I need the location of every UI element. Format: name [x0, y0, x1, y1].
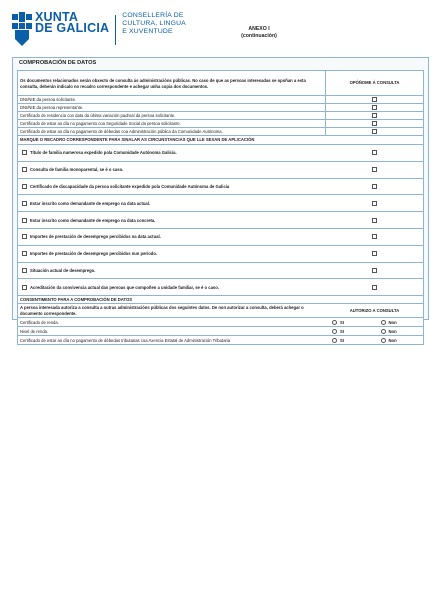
oppose-checkbox[interactable] [372, 167, 377, 172]
oppose-header: OPÓÑOME Á CONSULTA [325, 71, 423, 95]
oppose-cell [325, 104, 423, 111]
circumstance-checkbox[interactable] [22, 184, 27, 189]
annex-label [224, 26, 294, 40]
oppose-checkbox[interactable] [372, 218, 377, 223]
brand-line1: XUNTA [35, 10, 79, 24]
consent-header: CONSENTIMENTO PARA A COMPROBACIÓN DE DATOS [20, 296, 133, 302]
list-item [18, 179, 423, 196]
no-label: Non [388, 319, 397, 325]
yes-label: SI [340, 337, 344, 343]
list-item [18, 195, 423, 212]
oppose-cell [325, 128, 423, 135]
circumstance-checkbox[interactable] [22, 167, 27, 172]
oppose-cell [325, 120, 423, 127]
xunta-logo [12, 12, 186, 48]
table-row [18, 327, 423, 336]
dept-line1: CONSELLERÍA DE [122, 12, 184, 19]
circumstance-label: Consulta de familia monoparental, se é o caso. [30, 167, 124, 173]
consent-intro-row [18, 304, 423, 318]
table-row [18, 96, 423, 104]
header-divider [115, 15, 116, 45]
no-radio[interactable] [381, 329, 386, 334]
consent-intro: A persoa interesada autoriza a consulta a outras administracións públicas dos seguintes datos. De non autorizar a consulta, deberá achegar o documento correspondente. [20, 305, 304, 316]
oppose-checkbox[interactable] [372, 121, 377, 126]
circumstance-checkbox[interactable] [22, 234, 27, 239]
yes-radio[interactable] [332, 320, 337, 325]
oppose-cell [325, 96, 423, 103]
oppose-checkbox[interactable] [372, 113, 377, 118]
consent-item-label: Certificado de estar ao día no pagamento de débedas tributarias coa Axencia Estatal de Administración Tributaria [20, 337, 231, 343]
oppose-checkbox[interactable] [372, 251, 377, 256]
no-radio[interactable] [381, 338, 386, 343]
circumstance-label: Situación actual de desemprego. [30, 267, 96, 273]
section-title: COMPROBACIÓN DE DATOS [19, 60, 97, 66]
circumstance-label: Estar inscrito como demandante de emprego na data actual. [30, 200, 151, 206]
table-row [18, 120, 423, 128]
oppose-checkbox[interactable] [372, 268, 377, 273]
oppose-header-row [18, 71, 423, 96]
consent-header-row [18, 296, 423, 304]
table-row [18, 104, 423, 112]
oppose-item-label: DNI/NIE da persoa representante. [20, 104, 84, 110]
oppose-checkbox[interactable] [372, 285, 377, 290]
data-check-section [12, 57, 429, 343]
circumstance-checkbox[interactable] [22, 285, 27, 290]
galicia-crest-icon [12, 12, 32, 46]
oppose-cell [325, 112, 423, 119]
yes-radio[interactable] [332, 338, 337, 343]
circumstance-label: Importes de prestación de desemprego percibidos na data actual. [30, 234, 161, 240]
consent-item-label: Certificado de renda. [20, 319, 59, 325]
department-name [122, 12, 186, 36]
circumstance-label: Certificado de discapacidade da persoa solicitante expedido pola Comunidade Autónoma de Galicia [30, 183, 230, 189]
oppose-item-label: Certificado de estar ao día no pagamento coa Seguridade Social da persoa solicitante. [20, 120, 181, 126]
oppose-checkbox[interactable] [372, 97, 377, 102]
circumstance-checkbox[interactable] [22, 201, 27, 206]
data-check-table [17, 70, 424, 345]
circumstance-checkbox[interactable] [22, 268, 27, 273]
yes-label: SI [340, 328, 344, 334]
oppose-checkbox[interactable] [372, 201, 377, 206]
oppose-checkbox[interactable] [372, 129, 377, 134]
oppose-item-label: DNI/NIE da persoa solicitante. [20, 96, 77, 102]
table-row [18, 336, 423, 344]
authorize-header: AUTORIZO A CONSULTA [349, 307, 400, 313]
circumstance-checkbox[interactable] [22, 251, 27, 256]
table-row [18, 318, 423, 327]
list-item [18, 212, 423, 229]
no-label: Non [388, 328, 397, 334]
no-label: Non [388, 337, 397, 343]
consent-item-label: Nivel de renda. [20, 328, 49, 334]
oppose-checkbox[interactable] [372, 150, 377, 155]
table-row [18, 128, 423, 136]
circumstance-label: Título de familia numerosa expedido pola Comunidade Autónoma Galicia. [30, 150, 177, 156]
brand-line2: DE GALICIA [35, 21, 110, 35]
dept-line3: E XUVENTUDE [122, 28, 173, 35]
oppose-item-label: Certificado de residencia con data da última variación padroal da persoa solicitante. [20, 112, 176, 118]
oppose-checkbox[interactable] [372, 184, 377, 189]
annex-subtitle: (continuación) [241, 33, 277, 39]
oppose-item-label: Certificado de estar ao día no pagamento de débedas coa Administración pública da Comunidade Autónoma. [20, 128, 223, 134]
document-header [12, 12, 432, 52]
circumstance-label: Acreditación da convivencia actual das persoas que compoñen a unidade familiar, se é o caso. [30, 284, 219, 290]
dept-line2: CULTURA, LINGUA [122, 20, 186, 27]
oppose-checkbox[interactable] [372, 105, 377, 110]
table-row [18, 112, 423, 120]
list-item [18, 145, 423, 162]
yes-radio[interactable] [332, 329, 337, 334]
circumstance-checkbox[interactable] [22, 218, 27, 223]
circumstance-checkbox[interactable] [22, 150, 27, 155]
yes-label: SI [340, 319, 344, 325]
mark-header-row [18, 136, 423, 145]
list-item [18, 162, 423, 179]
no-radio[interactable] [381, 320, 386, 325]
list-item [18, 229, 423, 246]
list-item [18, 246, 423, 263]
list-item [18, 279, 423, 296]
brand-name [35, 12, 109, 34]
intro-text: Os documentos relacionados serán obxecto de consulta ás administracións públicas. No caso de que as persoas interesadas se opoñan a esta consulta, deberán indicalo no recadro correspondente e achegar unha copia dos documentos. [20, 78, 306, 89]
circumstance-label: Importes de prestación de desemprego percibidos nun período. [30, 251, 158, 257]
list-item [18, 263, 423, 280]
mark-header: MARQUE O RECADRO CORRESPONDENTE PARA SINALAR AS CIRCUNSTANCIAS QUE LLE SEXAN DE APLICACIÓN [20, 137, 255, 143]
annex-title: ANEXO I [248, 26, 270, 32]
oppose-checkbox[interactable] [372, 234, 377, 239]
circumstance-label: Estar inscrito como demandante de emprego na data concreta. [30, 217, 156, 223]
